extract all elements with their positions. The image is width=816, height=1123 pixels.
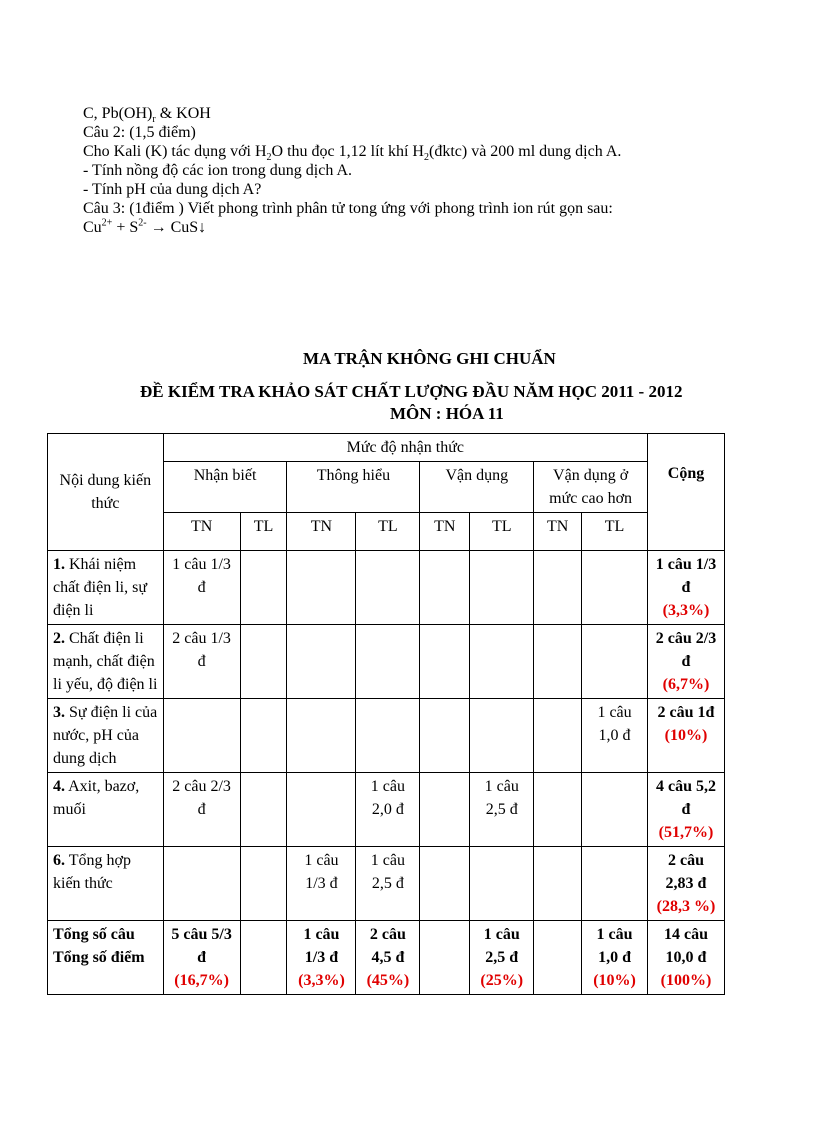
level-advanced-application: Vận dụng ở mức cao hơn xyxy=(534,462,648,513)
matrix-cell xyxy=(240,625,287,699)
matrix-cell xyxy=(240,551,287,625)
table-row xyxy=(48,773,725,847)
matrix-cell: 1 câu 2,0 đ xyxy=(356,773,420,847)
matrix-cell: 1 câu 1,0 đ xyxy=(582,699,648,773)
matrix-cell xyxy=(287,625,356,699)
matrix-cell xyxy=(356,625,420,699)
matrix-cell xyxy=(240,847,287,921)
total-cell: 4 câu 5,2 đ (51,7%) xyxy=(648,773,725,847)
matrix-cell xyxy=(356,699,420,773)
matrix-cell xyxy=(582,625,648,699)
matrix-cell xyxy=(534,847,582,921)
percentage: (51,7%) xyxy=(658,824,714,841)
percentage: (3,3%) xyxy=(662,602,710,619)
summary-cell xyxy=(240,921,287,995)
table-row xyxy=(48,551,725,625)
matrix-cell xyxy=(287,773,356,847)
sub-header: TN xyxy=(163,513,240,551)
matrix-cell xyxy=(470,699,534,773)
matrix-cell: 2 câu 1/3 đ xyxy=(163,625,240,699)
matrix-cell: 1 câu 1/3 đ xyxy=(163,551,240,625)
matrix-cell xyxy=(582,847,648,921)
matrix-cell xyxy=(470,847,534,921)
precipitate-arrow-icon: ↓ xyxy=(198,219,207,236)
level-understanding: Thông hiểu xyxy=(287,462,420,513)
matrix-cell: 2 câu 2/3 đ xyxy=(163,773,240,847)
percentage: (16,7%) xyxy=(174,972,229,989)
matrix-cell xyxy=(470,625,534,699)
level-recognition: Nhận biết xyxy=(163,462,287,513)
matrix-cell xyxy=(240,773,287,847)
matrix-cell xyxy=(582,773,648,847)
header-level: Mức độ nhận thức xyxy=(163,434,647,462)
question-2-text: Cho Kali (K) tác dụng với $H_2O$ thu đọc 1,12 lít khí $H_2(đktc)$ và 200 ml dung dịch A. xyxy=(83,143,622,164)
sub-header: TN xyxy=(534,513,582,551)
matrix-cell xyxy=(420,773,470,847)
matrix-cell xyxy=(287,699,356,773)
matrix-cell xyxy=(163,699,240,773)
table-row xyxy=(48,847,725,921)
percentage: (28,3 %) xyxy=(656,898,716,915)
summary-row xyxy=(48,921,725,995)
topic-cell: 1. Khái niệm chất điện li, sự điện li xyxy=(48,551,164,625)
subject-title: MÔN : HÓA 11 xyxy=(390,404,504,423)
summary-cell xyxy=(420,921,470,995)
percentage: (10%) xyxy=(593,972,636,989)
matrix-cell: 1 câu 2,5 đ xyxy=(470,773,534,847)
matrix-cell xyxy=(534,773,582,847)
percentage: (10%) xyxy=(664,727,708,744)
sub-header: TN xyxy=(420,513,470,551)
summary-cell: 2 câu 4,5 đ (45%) xyxy=(356,921,420,995)
matrix-cell xyxy=(420,699,470,773)
question-text xyxy=(83,104,783,237)
exam-title: ĐỀ KIỂM TRA KHẢO SÁT CHẤT LƯỢNG ĐẦU NĂM HỌC 2011 - 2012 xyxy=(140,382,683,401)
question-2-heading: Câu 2: (1,5 điểm) xyxy=(83,124,196,141)
summary-cell: 1 câu 1/3 đ (3,3%) xyxy=(287,921,356,995)
total-cell: 2 câu 2,83 đ (28,3 %) xyxy=(648,847,725,921)
matrix-cell xyxy=(420,847,470,921)
matrix-cell xyxy=(420,551,470,625)
question-3-heading: Câu 3: (1điểm ) Viết phong trình phân tử tong ứng với phong trình ion rút gọn sau: xyxy=(83,200,613,217)
summary-cell: 5 câu 5/3 đ (16,7%) xyxy=(163,921,240,995)
total-cell: 2 câu 1đ (10%) xyxy=(648,699,725,773)
percentage: (100%) xyxy=(660,972,712,989)
summary-cell xyxy=(534,921,582,995)
table-row xyxy=(48,625,725,699)
topic-cell: 6. Tổng hợp kiến thức xyxy=(48,847,164,921)
answer-option-c: C, $Pb(OH)_r$ & KOH xyxy=(83,105,211,126)
matrix-cell xyxy=(534,625,582,699)
summary-cell: 1 câu 2,5 đ (25%) xyxy=(470,921,534,995)
matrix-title: MA TRẬN KHÔNG GHI CHUẨN xyxy=(303,349,556,368)
summary-label: Tổng số câu Tổng số điểm xyxy=(48,921,164,995)
total-cell: 2 câu 2/3 đ (6,7%) xyxy=(648,625,725,699)
sub-header: TL xyxy=(240,513,287,551)
question-2-item-2: - Tính pH của dung dịch A? xyxy=(83,181,262,198)
header-content: Nội dung kiến thức xyxy=(48,434,164,551)
summary-cell: 1 câu 1,0 đ (10%) xyxy=(582,921,648,995)
matrix-cell xyxy=(470,551,534,625)
percentage: (45%) xyxy=(366,972,410,989)
matrix-cell xyxy=(534,551,582,625)
level-application: Vận dụng xyxy=(420,462,534,513)
matrix-cell xyxy=(534,699,582,773)
table-row xyxy=(48,699,725,773)
total-cell: 1 câu 1/3 đ (3,3%) xyxy=(648,551,725,625)
topic-cell: 4. Axit, bazơ, muối xyxy=(48,773,164,847)
sub-header: TL xyxy=(356,513,420,551)
question-2-item-1: - Tính nồng độ các ion trong dung dịch A. xyxy=(83,162,352,179)
percentage: (25%) xyxy=(480,972,524,989)
assessment-matrix-table xyxy=(47,433,725,995)
matrix-cell xyxy=(287,551,356,625)
sub-header: TL xyxy=(470,513,534,551)
sub-header: TL xyxy=(582,513,648,551)
percentage: (3,3%) xyxy=(298,972,345,989)
percentage: (6,7%) xyxy=(662,676,710,693)
grand-total-cell: 14 câu 10,0 đ (100%) xyxy=(648,921,725,995)
matrix-cell xyxy=(356,551,420,625)
matrix-cell xyxy=(582,551,648,625)
matrix-cell: 1 câu 1/3 đ xyxy=(287,847,356,921)
sub-header: TN xyxy=(287,513,356,551)
header-row-1 xyxy=(48,434,725,462)
matrix-cell xyxy=(240,699,287,773)
header-total: Cộng xyxy=(648,434,725,551)
matrix-cell xyxy=(420,625,470,699)
ionic-equation: $Cu^{2+} + S^{2-}$ → CuS↓ xyxy=(83,217,207,236)
matrix-cell xyxy=(163,847,240,921)
topic-cell: 2. Chất điện li mạnh, chất điện li yếu, độ điện li xyxy=(48,625,164,699)
arrow-icon: → xyxy=(146,219,171,236)
topic-cell: 3. Sự điện li của nước, pH của dung dịch xyxy=(48,699,164,773)
matrix-cell: 1 câu 2,5 đ xyxy=(356,847,420,921)
